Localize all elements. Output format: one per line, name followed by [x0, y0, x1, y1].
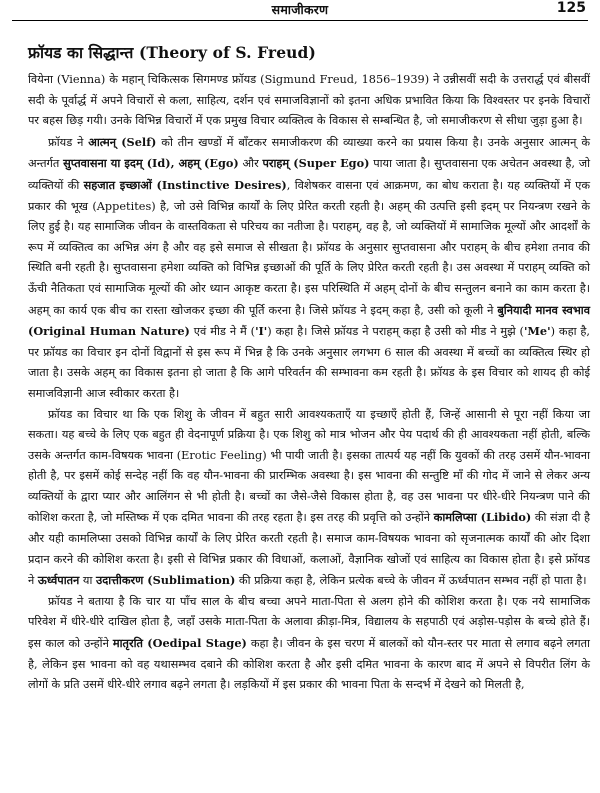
paragraph	[28, 70, 590, 132]
paragraph-text: एवं मीड ने मैं (	[189, 325, 256, 339]
section-title: फ्रॉयड का सिद्धान्त (Theory of S. Freud)	[28, 43, 316, 62]
bold-term: ऊर्ध्वपातन	[37, 573, 80, 588]
bold-term: पराहम् (Super Ego)	[262, 156, 370, 171]
paragraph-text: या	[79, 574, 96, 588]
bold-term: सुप्तवासना या इदम् (Id), अहम् (Ego)	[63, 156, 239, 171]
body-text	[28, 70, 590, 696]
paragraph-text: वियेना (Vienna) के महान् चिकित्सक सिगमण्ड फ्रॉयड (Sigmund Freud, 1856–1939) ने उन्नीसवीं सदी के उत्तरार्द्ध एवं बीसवीं सदी के पूर्वार्द्ध में अपने विचारों से कला, साहित्य, दर्शन एवं समाजविज्ञानों को इतना अधिक प्रभावित किया कि विश्वस्तर पर इनके विचारों पर बहस छिड़ गयी। उनके विभिन्न विचारों में एक प्रमुख विचार व्यक्तित्व के विकास से सम्बन्धित है, जो समाजीकरण से सीधा जुड़ा हुआ है।	[28, 73, 590, 128]
bold-term: बुनियादी मानव स्वभाव (Original Human Nature)	[28, 302, 590, 339]
paragraph	[28, 592, 590, 696]
paragraph-text: फ्रॉयड ने बताया है कि चार या पाँच साल के बीच बच्चा अपने माता-पिता से अलग होने की कोशिश करता है। एक नये सामाजिक परिवेश में धीरे-धीरे दाखिल होता है, जहाँ उसके माता-पिता के अलावा क्रीड़ा-मित्र, विद्यालय के सहपाठी एवं अड़ोस-पड़ोस के बच्चे होते हैं। इस काल को उन्होंने	[28, 594, 590, 651]
paragraph-text: फ्रॉयड ने	[48, 135, 89, 149]
paragraph-text: फ्रॉयड का विचार था कि एक शिशु के जीवन में बहुत सारी आवश्यकताएँ या इच्छाएँ होती हैं, जिन्हें आसानी से पूरा नहीं किया जा सकता। यह बच्चे के लिए एक बहुत ही वेदनापूर्ण प्रक्रिया है। एक शिशु को मात्र भोजन और पेय पदार्थ की ही आवश्यकता नहीं होती, बल्कि उसके अन्तर्गत काम-विषयक भावना (Erotic Feeling) भी पायी जाती है। इसका तात्पर्य यह नहीं कि युवकों की तरह उसमें यौन-भावना होती है, पर इसमें कोई सन्देह नहीं कि वह यौन-भावना की प्रारम्भिक अवस्था है। इस भावना की सन्तुष्टि माँ की गोद में जाने से लेकर अन्य व्यक्तियों के द्वारा प्यार और आलिंगन से भी होती है। बच्चों का जैसे-जैसे विकास होता है, वह उस भावना पर धीरे-धीरे नियन्त्रण पाने की कोशिश करता है, जो मस्तिष्क में एक दमित भावना की तरह रहता है। इस तरह की प्रवृत्ति को उन्होंने	[28, 407, 590, 525]
paragraph-text: की प्रक्रिया कहा है, लेकिन प्रत्येक बच्चे के जीवन में ऊर्ध्वपातन सम्भव नहीं हो पाता है।	[235, 574, 587, 588]
page-number: 125	[556, 0, 586, 16]
page-header	[12, 0, 588, 21]
running-title: समाजीकरण	[271, 2, 329, 17]
paragraph	[28, 132, 590, 405]
paragraph	[28, 405, 590, 592]
bold-term: 'I'	[255, 324, 268, 339]
paragraph-text: , विशेषकर वासना एवं आक्रमण, का बोध कराता है। यह व्यक्तियों में एक प्रकार की भूख (Appetites) है, जो उसे विभिन्न कार्यों के लिए प्रेरित करती रहती है। अहम् की उत्पत्ति इसी इदम् पर नियन्त्रण रखने के लिए हुई है। यह सामाजिक जीवन के वास्तविकता से परिचय का नतीजा है। पराहम्, वह है, जो व्यक्तियों में सामाजिक मूल्यों और आदर्शों के रूप में व्यक्तित्व का अभिन्न अंग है और वह इसे समाज से सीखता है। फ्रॉयड के अनुसार सुप्तवासना और पराहम् के बीच हमेशा तनाव की स्थिति बनी रहती है। सुप्तवासना हमेशा व्यक्ति को विभिन्न इच्छाओं की पूर्ति के लिए प्रेरित करती रहती है। उस अवस्था में पराहम् व्यक्ति को ऊँची नैतिकता एवं सामाजिक मूल्यों की ओर ध्यान आकृष्ट करता है। इस परिस्थिति में अहम् दोनों के बीच सन्तुलन बनाने का काम करता है। अहम् का कार्य एक बीच का रास्ता खोजकर इच्छा की पूर्ति करना है। जिसे फ्रॉयड ने इदम् कहा है, उसी को कूली ने	[28, 178, 590, 317]
paragraph-text: पाया जाता है। सुप्तवासना एक अचेतन अवस्था है, जो व्यक्तियों की	[28, 157, 590, 192]
bold-term: 'Me'	[523, 324, 551, 339]
paragraph-text: ) कहा है। जिसे फ्रॉयड ने पराहम् कहा है उसी को मीड ने मुझे (	[267, 325, 524, 339]
bold-term: मातृरति (Oedipal Stage)	[112, 636, 247, 651]
bold-term: सहजात इच्छाओं (Instinctive Desires)	[83, 177, 287, 192]
paragraph-text: की संज्ञा दी है और यही कामलिप्सा उसको विभिन्न कार्यों के लिए प्रेरित करती रहती है। समाज काम-विषयक भावना को सृजनात्मक कार्यों की ओर दिशा प्रदान करने की कोशिश करता है। इसी से विभिन्न प्रकार की विधाओं, कलाओं, वैज्ञानिक खोजों एवं साहित्य का विकास होता है। इसे फ्रॉयड ने	[28, 511, 590, 588]
bold-term: कामलिप्सा (Libido)	[433, 510, 532, 525]
bold-term: उदात्तीकरण (Sublimation)	[96, 573, 236, 588]
paragraph-text: ) कहा है, पर फ्रॉयड का विचार इन दोनों विद्वानों से इस रूप में भिन्न है कि उनके अनुसार लगभग 6 साल की अवस्था में बच्चों का व्यक्तित्व स्थिर हो जाता है। उसके अहम् का विकास इतना हो जाता है कि आगे परिवर्तन की सम्भावना कम रहती है। फ्रॉयड के इस विचार को शायद ही कोई समाजविज्ञानी आज स्वीकार करता है।	[28, 325, 590, 400]
paragraph-text: कहा है। जीवन के इस चरण में बालकों को यौन-स्तर पर माता से लगाव बढ़ने लगता है, लेकिन इस भावना को वह यथासम्भव दबाने की कोशिश करता है और इसी दमित भावना के कारण बाद में अपने से विपरीत लिंग के लोगों के प्रति उसमें धीरे-धीरे लगाव बढ़ने लगता है। लड़कियों में इस प्रकार की भावना पिता के सन्दर्भ में देखने को मिलती है,	[28, 637, 590, 692]
bold-term: आत्मन् (Self)	[88, 134, 157, 149]
paragraph-text: को तीन खण्डों में बाँटकर समाजीकरण की व्याख्या करने का प्रयास किया है। उनके अनुसार आत्मन् के अन्तर्गत	[28, 135, 590, 171]
paragraph-text: और	[238, 157, 263, 171]
